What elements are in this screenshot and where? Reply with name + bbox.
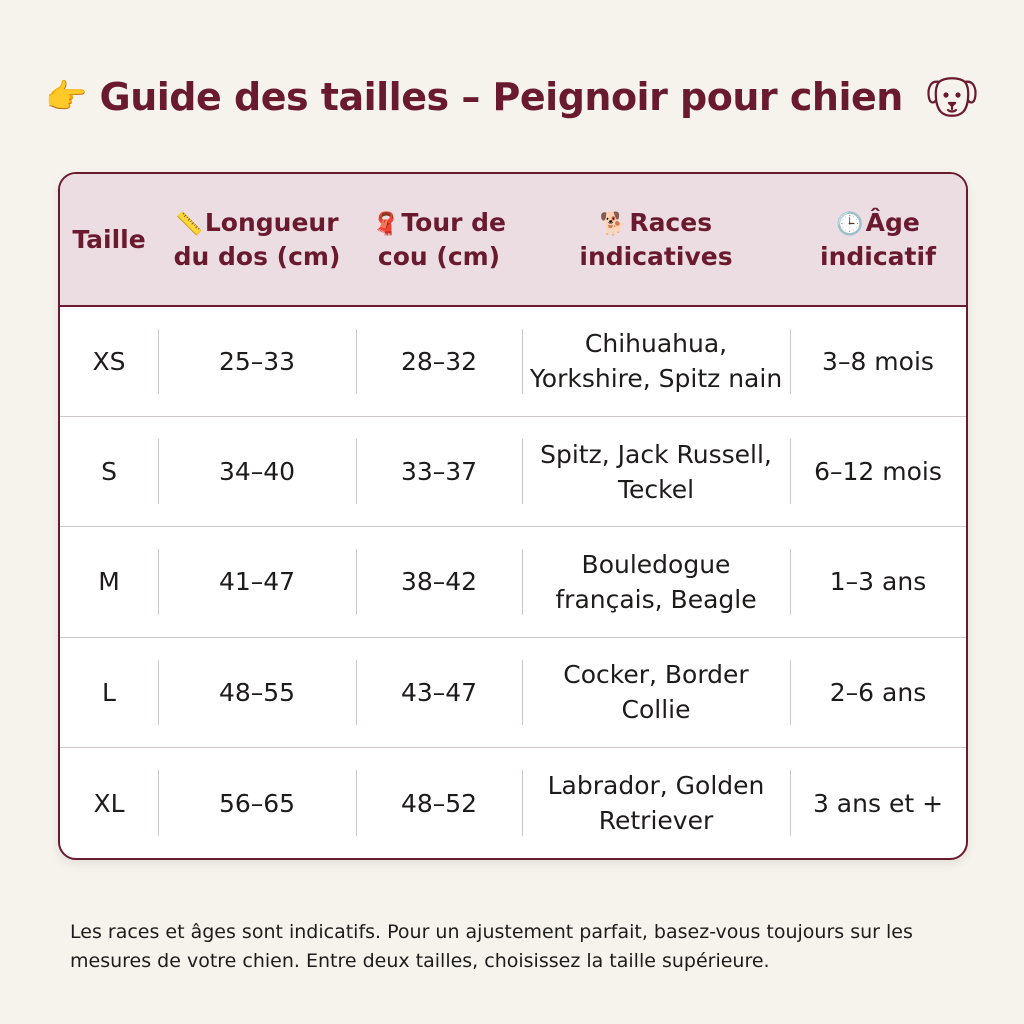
column-header-neck: 🧣Tour de cou (cm) — [356, 174, 522, 306]
cell-age: 3 ans et + — [790, 748, 966, 858]
cell-size: XL — [60, 748, 158, 858]
cell-neck: 33–37 — [356, 416, 522, 526]
cell-size: XS — [92, 346, 126, 376]
table-row — [60, 416, 966, 526]
cell-breeds: Chihuahua, Yorkshire, Spitz nain — [522, 306, 790, 416]
cell-back-length: 34–40 — [158, 416, 356, 526]
table-row — [60, 527, 966, 637]
cell-back-length: 25–33 — [158, 306, 356, 416]
pointing-hand-icon: 👉 — [45, 77, 88, 117]
dog-icon: 🐕 — [599, 211, 628, 237]
cell-back-length: 48–55 — [158, 637, 356, 747]
cell-neck: 38–42 — [356, 527, 522, 637]
cell-age: 3–8 mois — [790, 306, 966, 416]
cell-neck: 28–32 — [356, 306, 522, 416]
cell-age: 1–3 ans — [790, 527, 966, 637]
page-title: Guide des tailles – Peignoir pour chien — [99, 75, 903, 119]
cell-age: 6–12 mois — [790, 416, 966, 526]
cell-breeds: Bouledogue français, Beagle — [522, 527, 790, 637]
column-header-age: 🕒Âge indicatif — [790, 174, 966, 306]
cell-back-length: 56–65 — [158, 748, 356, 858]
clock-icon: 🕒 — [836, 211, 864, 237]
cell-size: S — [60, 416, 158, 526]
table-header-row — [60, 174, 966, 306]
dog-face-icon — [925, 72, 979, 122]
cell-size: M — [60, 527, 158, 637]
column-header-back-length: 📏Longueur du dos (cm) — [158, 174, 356, 306]
cell-size: L — [60, 637, 158, 747]
table-row — [60, 748, 966, 858]
size-table — [58, 172, 968, 860]
cell-breeds: Spitz, Jack Russell, Teckel — [522, 416, 790, 526]
footnote: Les races et âges sont indicatifs. Pour un ajustement parfait, basez-vous toujours sur les mesures de votre chien. Entre deux tailles, choisissez la taille supérieure. — [70, 921, 913, 972]
cell-breeds: Labrador, Golden Retriever — [522, 748, 790, 858]
cell-neck: 43–47 — [356, 637, 522, 747]
cell-back-length: 41–47 — [158, 527, 356, 637]
page-header — [0, 72, 1024, 122]
cell-breeds: Cocker, Border Collie — [522, 637, 790, 747]
column-header-size: Taille — [60, 174, 158, 306]
cell-age: 2–6 ans — [790, 637, 966, 747]
scarf-icon: 🧣 — [372, 211, 400, 237]
table-row — [60, 306, 966, 416]
ruler-icon: 📏 — [175, 211, 203, 237]
cell-neck: 48–52 — [356, 748, 522, 858]
column-header-breeds: 🐕Races indicatives — [522, 174, 790, 306]
table-row — [60, 637, 966, 747]
